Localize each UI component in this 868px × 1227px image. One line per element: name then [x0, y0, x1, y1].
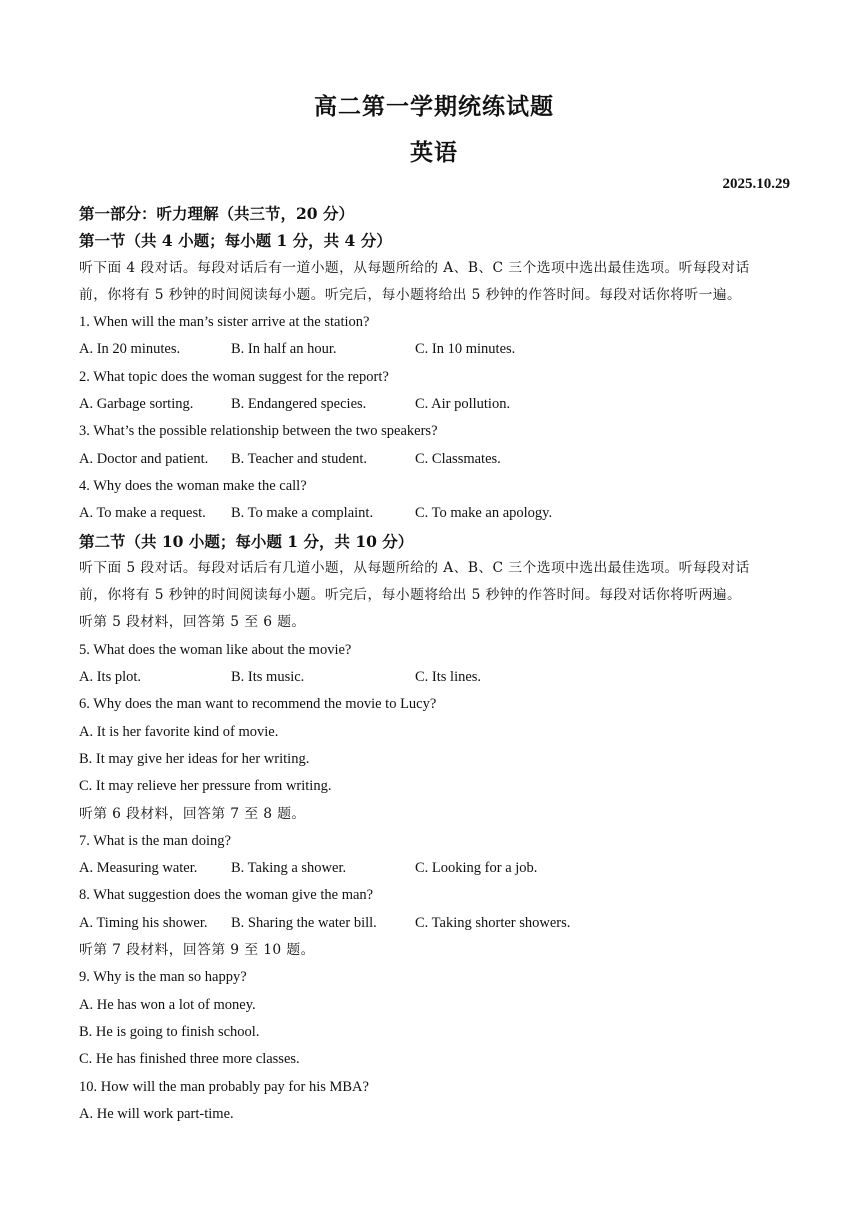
option-a: A. Measuring water.: [79, 860, 198, 877]
option-b: B. He is going to finish school.: [79, 1023, 260, 1040]
section1-heading: 第一节（共 4 小题；每小题 1 分，共 4 分）: [79, 231, 392, 251]
question-1: 1. When will the man’s sister arrive at the station?: [79, 314, 370, 331]
material-7-note: 听第 7 段材料，回答第 9 至 10 题。: [79, 942, 315, 959]
option-a: A. It is her favorite kind of movie.: [79, 723, 279, 740]
question-3-options: [79, 446, 794, 473]
option-c: C. Air pollution.: [415, 396, 511, 413]
question-5: 5. What does the woman like about the movie?: [79, 641, 352, 658]
option-a: A. To make a request.: [79, 505, 206, 522]
part1-heading: 第一部分：听力理解（共三节，20 分）: [79, 204, 354, 223]
option-a: A. He will work part-time.: [79, 1105, 234, 1122]
section2-instructions-line1: 听下面 5 段对话。每段对话后有几道小题，从每题所给的 A、B、C 三个选项中选出最佳选项。听每段对话: [79, 559, 750, 576]
question-4-options: [79, 500, 794, 527]
question-6: 6. Why does the man want to recommend the movie to Lucy?: [79, 696, 437, 713]
question-2: 2. What topic does the woman suggest for the report?: [79, 368, 389, 385]
section1-instructions-line2: 前，你将有 5 秒钟的时间阅读每小题。听完后，每小题将给出 5 秒钟的作答时间。每段对话你将听一遍。: [79, 286, 742, 303]
question-3: 3. What’s the possible relationship between the two speakers?: [79, 423, 438, 440]
option-a: A. He has won a lot of money.: [79, 996, 256, 1013]
option-a: A. Timing his shower.: [79, 914, 208, 931]
option-c: C. Its lines.: [415, 669, 482, 686]
question-4: 4. Why does the woman make the call?: [79, 477, 307, 494]
exam-date: 2025.10.29: [722, 176, 790, 192]
question-2-options: [79, 391, 794, 418]
option-c: C. Looking for a job.: [415, 860, 538, 877]
option-b: B. Its music.: [231, 669, 305, 686]
option-a: A. Its plot.: [79, 669, 142, 686]
option-b: B. It may give her ideas for her writing.: [79, 750, 310, 767]
question-1-options: [79, 336, 794, 363]
option-b: B. Teacher and student.: [231, 450, 368, 467]
question-7: 7. What is the man doing?: [79, 832, 231, 849]
option-a: A. Garbage sorting.: [79, 396, 194, 413]
subject-title: 英语: [410, 139, 458, 166]
question-8: 8. What suggestion does the woman give the man?: [79, 887, 374, 904]
option-c: C. In 10 minutes.: [415, 341, 516, 358]
option-c: C. To make an apology.: [415, 505, 553, 522]
option-c: C. He has finished three more classes.: [79, 1051, 300, 1068]
question-8-options: [79, 910, 794, 937]
section2-heading: 第二节（共 10 小题；每小题 1 分，共 10 分）: [79, 531, 414, 551]
option-b: B. To make a complaint.: [231, 505, 374, 522]
option-c: C. Classmates.: [415, 450, 501, 467]
material-6-note: 听第 6 段材料，回答第 7 至 8 题。: [79, 805, 306, 822]
option-c: C. Taking shorter showers.: [415, 914, 571, 931]
option-a: A. Doctor and patient.: [79, 450, 209, 467]
material-5-note: 听第 5 段材料，回答第 5 至 6 题。: [79, 614, 306, 631]
question-10: 10. How will the man probably pay for his MBA?: [79, 1078, 369, 1095]
question-7-options: [79, 855, 794, 882]
exam-content: [79, 200, 794, 1128]
option-c: C. It may relieve her pressure from writing.: [79, 778, 332, 795]
section1-instructions-line1: 听下面 4 段对话。每段对话后有一道小题，从每题所给的 A、B、C 三个选项中选出最佳选项。听每段对话: [79, 259, 750, 276]
question-9: 9. Why is the man so happy?: [79, 969, 247, 986]
option-b: B. Endangered species.: [231, 396, 367, 413]
option-b: B. Sharing the water bill.: [231, 914, 377, 931]
exam-title: 高二第一学期统练试题: [314, 93, 554, 120]
option-a: A. In 20 minutes.: [79, 341, 181, 358]
option-b: B. In half an hour.: [231, 341, 337, 358]
question-5-options: [79, 664, 794, 691]
option-b: B. Taking a shower.: [231, 860, 347, 877]
section2-instructions-line2: 前，你将有 5 秒钟的时间阅读每小题。听完后，每小题将给出 5 秒钟的作答时间。每段对话你将听两遍。: [79, 587, 742, 604]
